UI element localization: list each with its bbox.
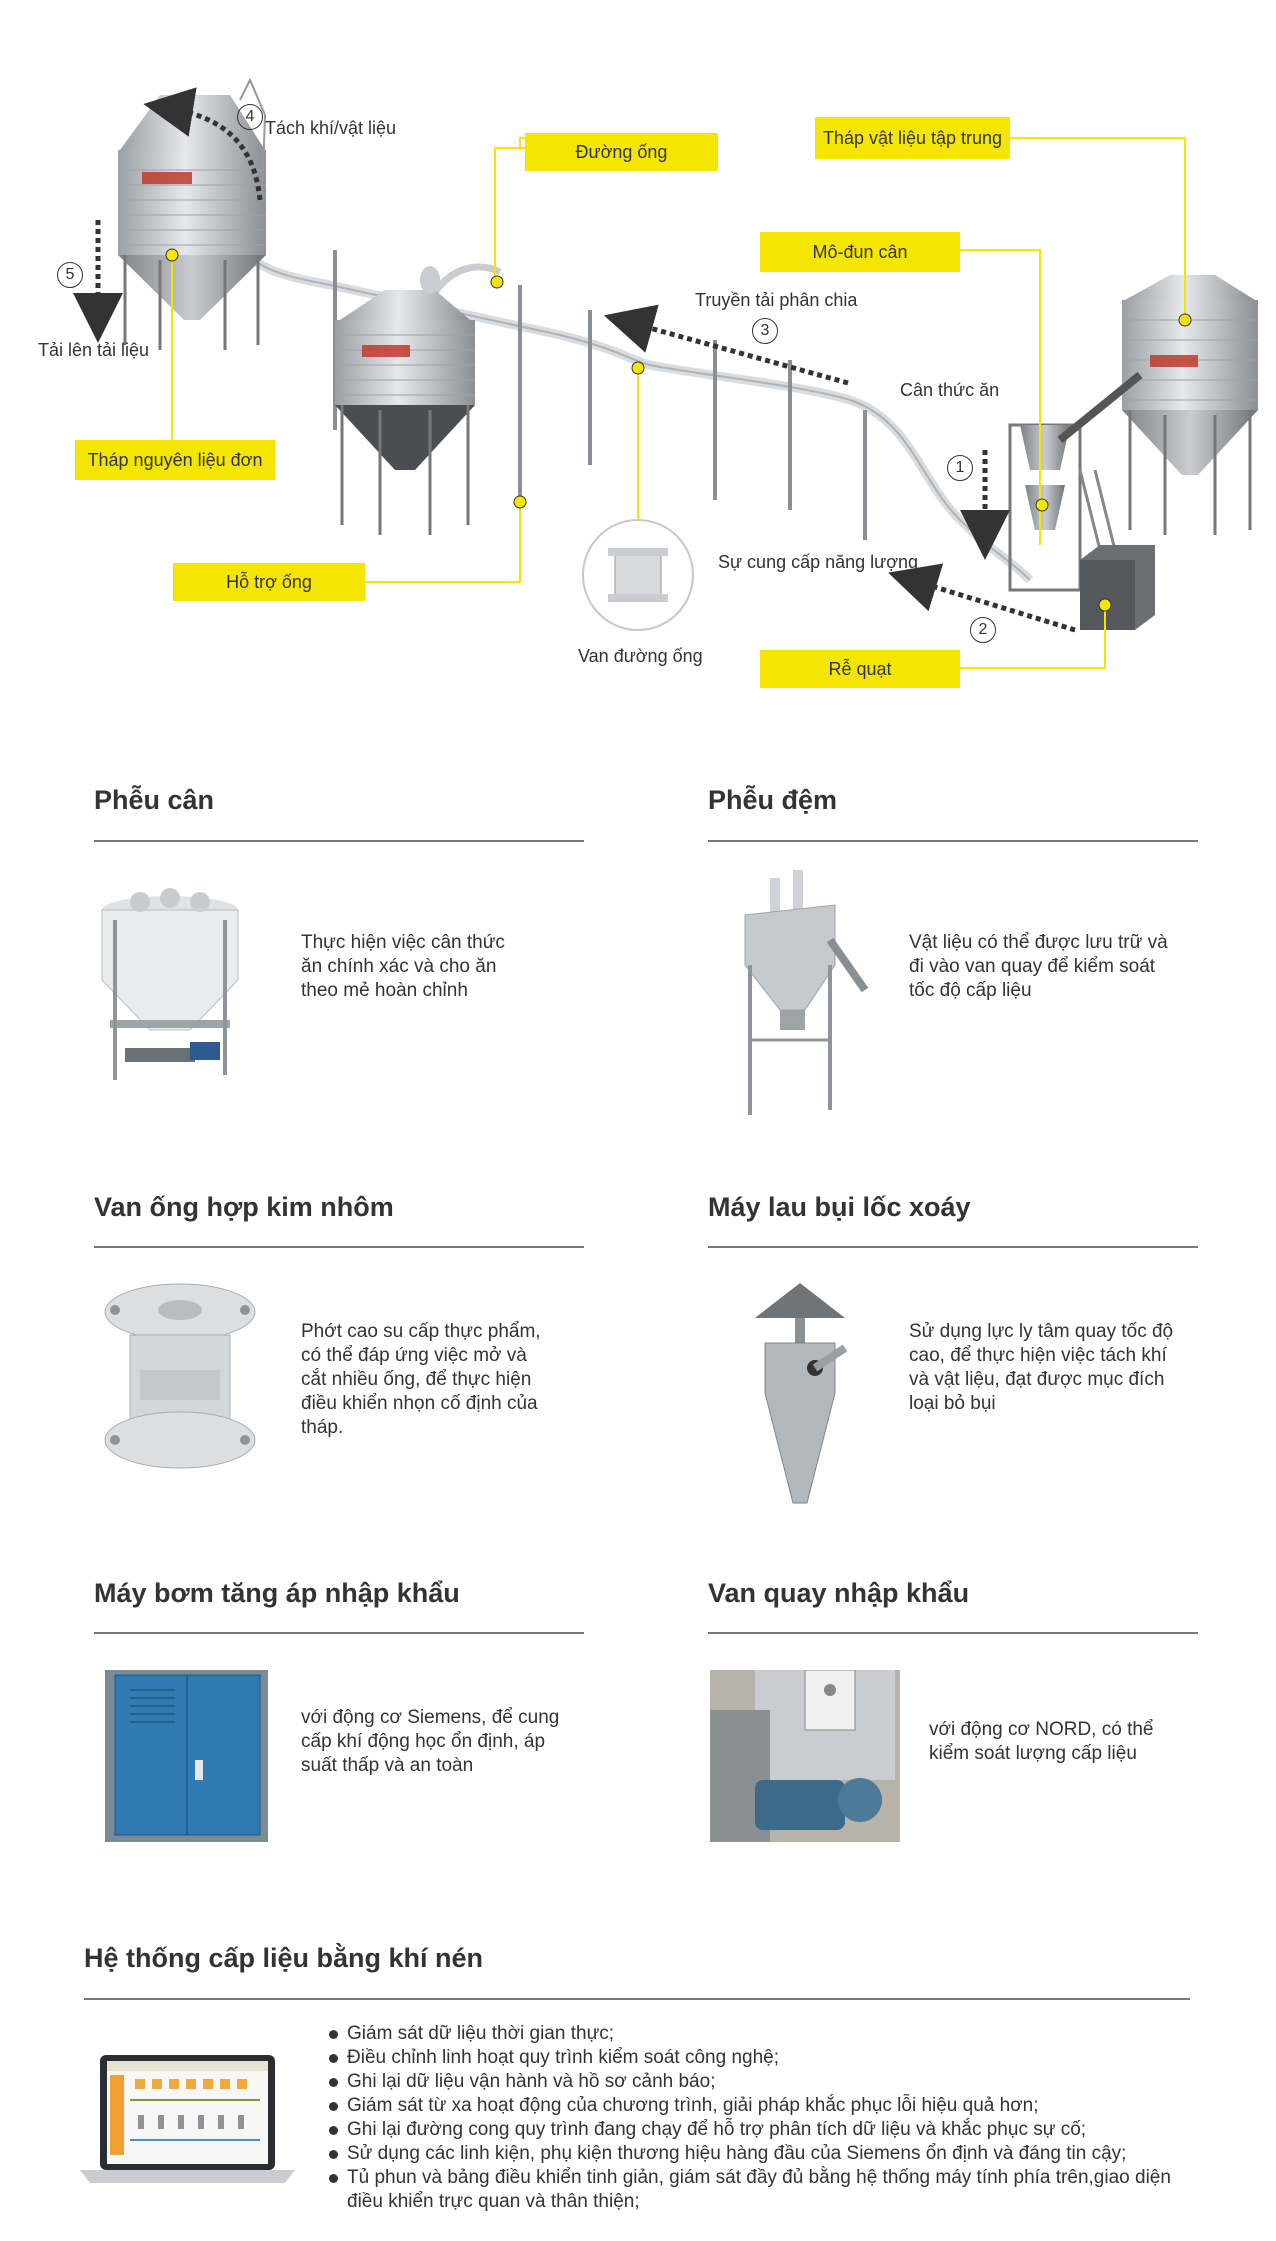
roots-blower: [1080, 545, 1155, 630]
feature-item: Sử dụng các linh kiện, phụ kiện thương hiệu hàng đầu của Siemens ổn định và đáng tin cậy;: [327, 2142, 1197, 2166]
section-divider: [94, 1246, 584, 1248]
section-description: Phớt cao su cấp thực phẩm, có thể đáp ứng việc mở và cắt nhiều ống, để thực hiện điều khiển nhọn cố định của tháp.: [301, 1321, 541, 1438]
feature-item: Ghi lại đường cong quy trình đang chạy để hỗ trợ phân tích dữ liệu và khắc phục sự cố;: [327, 2118, 1197, 2142]
system-divider: [84, 1998, 1190, 2000]
section-description: Vật liệu có thể được lưu trữ và đi vào van quay để kiểm soát tốc độ cấp liệu: [909, 932, 1168, 1001]
label-central-silo: Tháp vật liệu tập trung: [815, 117, 1010, 159]
text-pipe-valve: Van đường ống: [578, 646, 703, 666]
section-divider: [708, 1246, 1198, 1248]
feature-item: Ghi lại dữ liệu vận hành và hồ sơ cảnh báo;: [327, 2070, 1197, 2094]
label-pipeline: Đường ống: [525, 133, 718, 171]
label-pipe-support: Hỗ trợ ống: [173, 563, 365, 601]
step-1: 1: [947, 455, 973, 481]
system-title: Hệ thống cấp liệu bằng khí nén: [84, 1943, 484, 1973]
section-divider: [708, 1632, 1198, 1634]
feature-item: Giám sát dữ liệu thời gian thực;: [327, 2022, 1197, 2046]
section-description: Thực hiện việc cân thức ăn chính xác và cho ăn theo mẻ hoàn chỉnh: [301, 932, 505, 1001]
step-4: 4: [237, 104, 263, 130]
section-divider: [94, 840, 584, 842]
buffer-hopper-image: [735, 870, 875, 1120]
section-description: Sử dụng lực ly tâm quay tốc độ cao, để thực hiện việc tách khí và vật liệu, đạt được mục đích loại bỏ bụi: [909, 1321, 1174, 1414]
section-title: Van ống hợp kim nhôm: [94, 1192, 394, 1222]
section-divider: [94, 1632, 584, 1634]
section-title: Van quay nhập khẩu: [708, 1578, 970, 1608]
cyclone-separator-image: [745, 1283, 855, 1513]
step-5: 5: [57, 262, 83, 288]
feature-item: Tủ phun và bảng điều khiển tinh giản, giám sát đầy đủ bằng hệ thống máy tính phía trên,giao diện điều khiển trực quan và thân thiện;: [327, 2166, 1197, 2214]
section-divider: [708, 840, 1198, 842]
label-roots-blower: Rễ quạt: [760, 650, 960, 688]
section-description: với động cơ NORD, có thể kiểm soát lượng cấp liệu: [929, 1719, 1154, 1764]
label-single-silo: Tháp nguyên liệu đơn: [75, 440, 275, 480]
text-gas-material-separation: Tách khí/vật liệu: [265, 118, 397, 138]
text-split-conveying: Truyền tải phân chia: [695, 290, 858, 310]
text-feed-weighing: Cân thức ăn: [900, 380, 1000, 400]
aluminum-valve-image: [100, 1280, 260, 1480]
section-title: Máy lau bụi lốc xoáy: [708, 1192, 971, 1222]
middle-silo: [335, 266, 475, 535]
rotary-valve-image: [710, 1670, 900, 1842]
feature-list: [327, 2022, 1197, 2214]
weighing-hopper-image: [95, 880, 255, 1090]
feature-item: Điều chỉnh linh hoạt quy trình kiểm soát công nghệ;: [327, 2046, 1197, 2070]
section-description: với động cơ Siemens, để cung cấp khí động học ổn định, áp suất thấp và an toàn: [301, 1707, 560, 1776]
step-2: 2: [970, 617, 996, 643]
laptop-scada-image: [80, 2055, 295, 2190]
blower-cabinet-image: [105, 1670, 268, 1842]
process-diagram: [0, 0, 1276, 700]
section-title: Phễu đệm: [708, 785, 838, 815]
label-weighing-module: Mô-đun cân: [760, 232, 960, 272]
text-power-supply: Sự cung cấp năng lượng: [718, 552, 919, 572]
step-3: 3: [752, 318, 778, 344]
feature-item: Giám sát từ xa hoạt động của chương trình, giải pháp khắc phục lỗi hiệu quả hơn;: [327, 2094, 1197, 2118]
central-material-silo: [1122, 275, 1258, 535]
section-title: Máy bơm tăng áp nhập khẩu: [94, 1578, 460, 1608]
text-material-loading: Tải lên tải liệu: [38, 340, 150, 360]
section-title: Phễu cân: [94, 785, 215, 815]
